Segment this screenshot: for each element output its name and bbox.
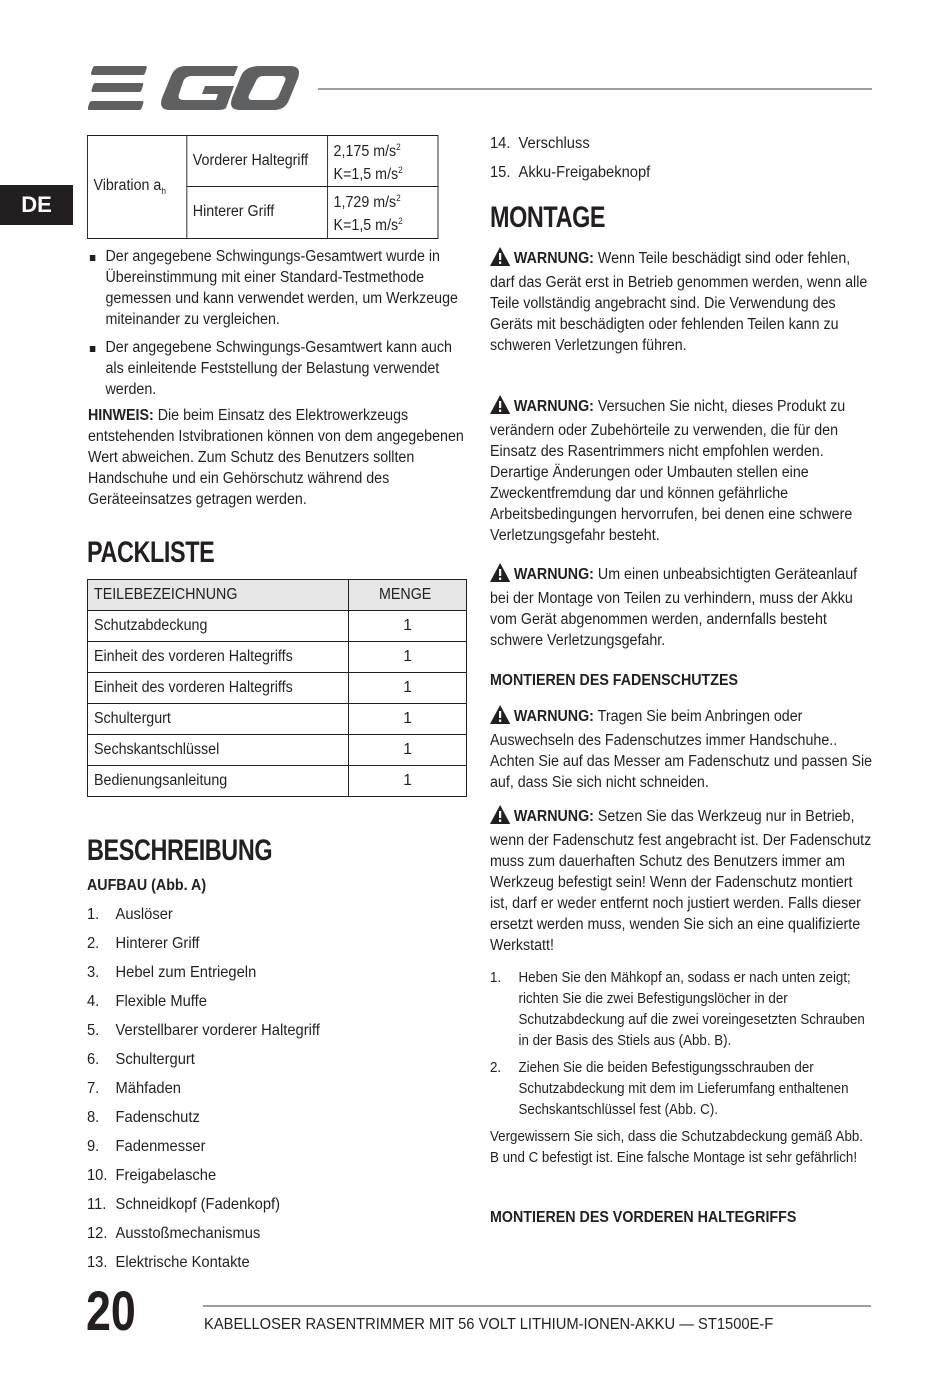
montage-heading: MONTAGE — [490, 201, 606, 234]
vibration-notes — [88, 246, 473, 510]
parts-list — [87, 904, 472, 1281]
list-item-number: 9. — [87, 1138, 100, 1155]
vibration-label: Vibration $a_h$ — [87, 136, 186, 239]
table-header-row — [88, 580, 467, 611]
col-qty-header: MENGE — [349, 580, 467, 611]
list-item-text: Hinterer Griff — [115, 935, 200, 952]
warning-block: WARNUNG: Versuchen Sie nicht, dieses Produkt zu verändern oder Zubehörteile zu verwenden, die für den Einsatz des Rasentrimmers nicht empfohlen werden. Derartige Änderungen oder Umbauten stellen eine Zweckentfremdung dar und können gefährliche Arbeitsbedingungen hervorrufen, bei denen eine schwere Verletzungsgefahr besteht. — [490, 395, 875, 546]
list-item-number: 4. — [87, 993, 100, 1010]
warning-icon — [490, 563, 510, 588]
warning-icon — [490, 395, 510, 420]
table-row: Einheit des vorderen Haltegriffs 1 — [88, 673, 467, 704]
table-row: Schultergurt 1 — [88, 704, 467, 735]
list-item-number: 13. — [87, 1254, 108, 1271]
step-item: 2. Ziehen Sie die beiden Befestigungsschrauben der Schutzabdeckung mit dem im Lieferumfang enthaltenen Sechskantschlüssel fest (Abb. C). — [490, 1060, 849, 1118]
language-tab: DE — [0, 185, 73, 225]
list-item — [87, 1165, 441, 1194]
list-item-number: 11. — [87, 1196, 107, 1213]
list-item — [87, 1078, 441, 1107]
list-item — [87, 991, 441, 1020]
list-item-text: Schneidkopf (Fadenkopf) — [115, 1196, 280, 1213]
list-item-number: 14. — [490, 135, 511, 152]
list-item-text: Auslöser — [115, 906, 173, 923]
list-item — [87, 962, 441, 991]
list-item — [87, 933, 441, 962]
hinweis-note: HINWEIS: Die beim Einsatz des Elektrowerkzeugs entstehenden Istvibrationen können von dem angegebenen Wert abweichen. Zum Schutz des Benutzers sollten Handschuhe und ein Gehörschutz während des Geräteeinsatzes getragen werden. — [88, 407, 464, 508]
packliste-heading: PACKLISTE — [87, 536, 215, 569]
list-item-number: 12. — [87, 1225, 108, 1242]
list-item — [490, 133, 844, 162]
list-item-text: Hebel zum Entriegeln — [115, 964, 257, 981]
table-row: Bedienungsanleitung 1 — [88, 766, 467, 797]
list-item-number: 3. — [87, 964, 100, 981]
parts-list-continued — [490, 133, 875, 191]
list-item — [87, 1136, 441, 1165]
list-item-number: 2. — [87, 935, 100, 952]
vibration-table — [87, 135, 438, 239]
list-item — [87, 1049, 441, 1078]
list-item-text: Flexible Muffe — [115, 993, 207, 1010]
list-item-number: 6. — [87, 1051, 100, 1068]
list-item-number: 7. — [87, 1080, 100, 1097]
warning-icon — [490, 805, 510, 830]
beschreibung-heading: BESCHREIBUNG — [87, 834, 273, 867]
footer-title: KABELLOSER RASENTRIMMER MIT 56 VOLT LITHIUM-IONEN-AKKU — ST1500E-F — [204, 1316, 774, 1333]
list-item — [87, 904, 441, 933]
list-item-number: 15. — [490, 164, 511, 181]
list-item-text: Akku-Freigabeknopf — [518, 164, 651, 181]
list-item-text: Fadenschutz — [115, 1109, 200, 1126]
list-item-text: Verschluss — [518, 135, 590, 152]
header-rule — [318, 88, 872, 90]
list-item-text: Fadenmesser — [115, 1138, 206, 1155]
table-row: Einheit des vorderen Haltegriffs 1 — [88, 642, 467, 673]
col-part-header: TEILEBEZEICHNUNG — [88, 580, 349, 611]
list-item — [87, 1107, 441, 1136]
warning-block: WARNUNG: Wenn Teile beschädigt sind oder fehlen, darf das Gerät erst in Betrieb genommen werden, wenn alle Teile vollständig angebracht sind. Die Verwendung des Geräts mit beschädigten oder fehlenden Teilen kann zu schweren Verletzungen führen. — [490, 247, 875, 356]
montage-steps — [490, 968, 870, 1169]
warning-icon — [490, 247, 510, 272]
packliste-table — [87, 579, 467, 797]
list-item — [87, 1020, 441, 1049]
list-item-text: Verstellbarer vorderer Haltegriff — [115, 1022, 320, 1039]
vibration-row-value: 2,175 $m/s^2$ K=1,5 $m/s^2$ — [328, 136, 438, 187]
montage-note: Vergewissern Sie sich, dass die Schutzabdeckung gemäß Abb. B und C befestigt ist. Eine falsche Montage ist sehr gefährlich! — [490, 1129, 864, 1166]
list-item-text: Freigabelasche — [115, 1167, 217, 1184]
aufbau-subheading: AUFBAU (Abb. A) — [87, 877, 207, 894]
list-item-text: Schultergurt — [115, 1051, 195, 1068]
bullet-item: Der angegebene Schwingungs-Gesamtwert kann auch als einleitende Feststellung der Belastung verwendet werden. — [88, 337, 473, 400]
page-number: 20 — [86, 1279, 136, 1342]
list-item — [490, 162, 844, 191]
list-item-text: Elektrische Kontakte — [115, 1254, 250, 1271]
haltegriff-heading: MONTIEREN DES VORDEREN HALTEGRIFFS — [490, 1209, 797, 1226]
list-item — [87, 1194, 441, 1223]
ego-logo — [88, 64, 300, 112]
list-item-number: 5. — [87, 1022, 100, 1039]
list-item-number: 10. — [87, 1167, 108, 1184]
table-row: Schutzabdeckung 1 — [88, 611, 467, 642]
list-item-text: Mähfaden — [115, 1080, 181, 1097]
list-item — [87, 1223, 441, 1252]
table-row: Sechskantschlüssel 1 — [88, 735, 467, 766]
list-item-number: 8. — [87, 1109, 100, 1126]
warning-block: WARNUNG: Setzen Sie das Werkzeug nur in Betrieb, wenn der Fadenschutz fest angebracht ist. Der Fadenschutz muss zum dauerhaften Schutz des Benutzers immer am Werkzeug befestigt sein! Wenn der Fadenschutz montiert ist, darf er weder entfernt noch justiert werden. Falls dieser ersetzt werden muss, wenden Sie sich an eine qualifizierte Werkstatt! — [490, 805, 875, 956]
step-item: 1. Heben Sie den Mähkopf an, sodass er nach unten zeigt; richten Sie die zwei Befestigungslöcher in der Schutzabdeckung auf die zwei voreingesetzten Schrauben in der Basis des Stiels aus (Abb. B). — [490, 970, 865, 1049]
vibration-row-value: 1,729 $m/s^2$ K=1,5 $m/s^2$ — [328, 187, 438, 238]
vibration-row-label: Vorderer Haltegriff — [187, 136, 328, 187]
bullet-item: Der angegebene Schwingungs-Gesamtwert wurde in Übereinstimmung mit einer Standard-Testmethode gemessen und kann verwendet werden, um Werkzeuge miteinander zu vergleichen. — [88, 246, 473, 330]
warning-block: WARNUNG: Tragen Sie beim Anbringen oder Auswechseln des Fadenschutzes immer Handschuhe.. Achten Sie auf das Messer am Fadenschutz und passen Sie auf, dass Sie sich nicht schneiden. — [490, 705, 875, 793]
warning-block: WARNUNG: Um einen unbeabsichtigten Geräteanlauf bei der Montage von Teilen zu verhindern, muss der Akku vom Gerät abgenommen werden, andernfalls besteht schwere Verletzungsgefahr. — [490, 563, 875, 651]
list-item-number: 1. — [87, 906, 100, 923]
warning-icon — [490, 705, 510, 730]
fadenschutz-heading: MONTIEREN DES FADENSCHUTZES — [490, 672, 738, 689]
footer-rule — [203, 1305, 871, 1307]
list-item-text: Ausstoßmechanismus — [115, 1225, 261, 1242]
list-item — [87, 1252, 441, 1281]
vibration-row-label: Hinterer Griff — [187, 187, 328, 238]
